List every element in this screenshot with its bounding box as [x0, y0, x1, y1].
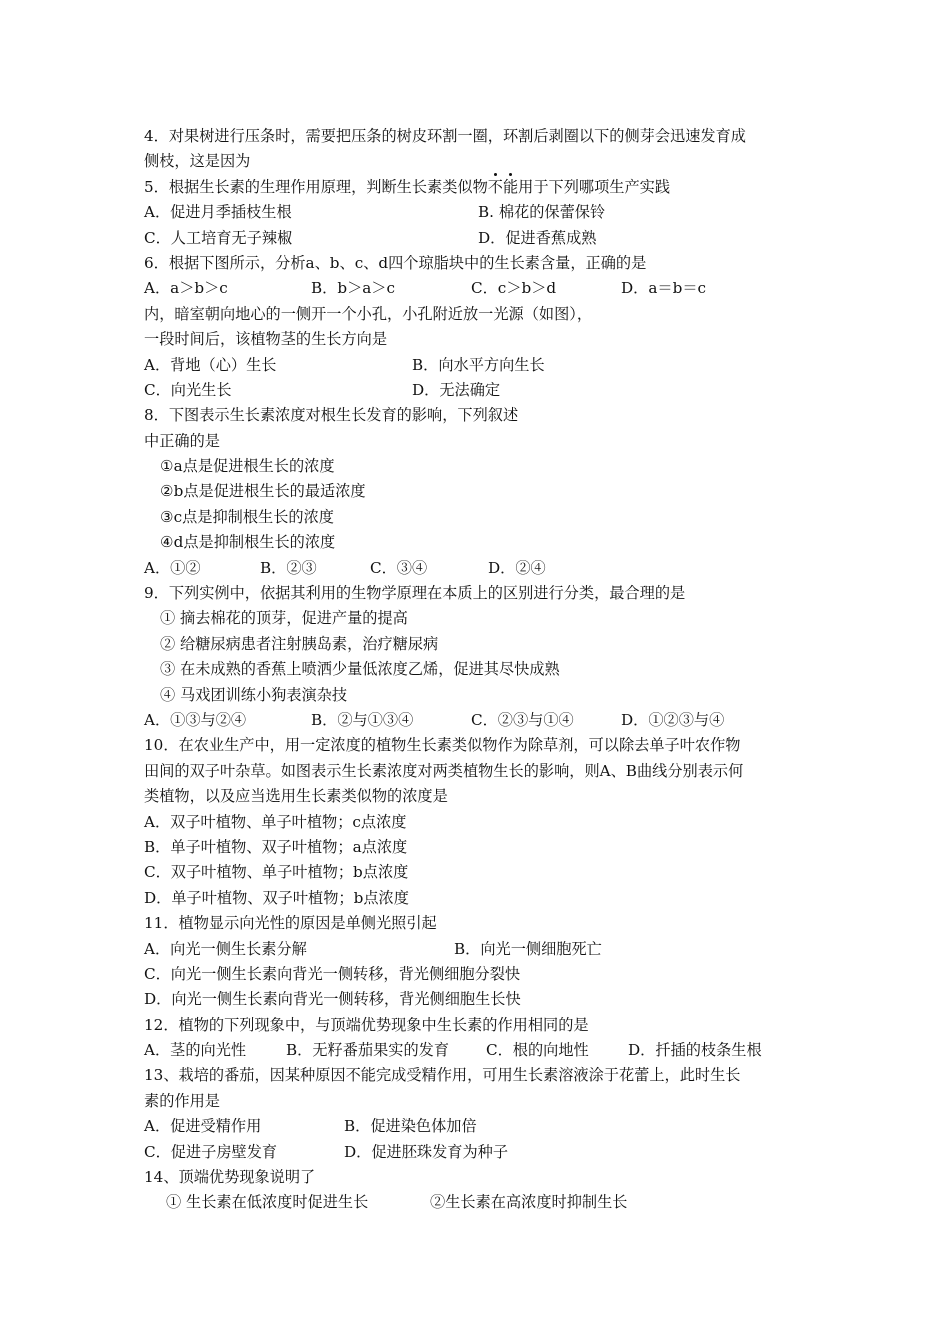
option-b: B．促进染色体加倍 [344, 1117, 477, 1136]
question-text [144, 124, 824, 1216]
question-4-line-2: 侧枝，这是因为 [144, 152, 251, 171]
question-4-line-1: 4．对果树进行压条时，需要把压条的树皮环割一圈，环割后剥圈以下的侧芽会迅速发育成 [144, 127, 746, 145]
question-14-item-1: ① 生长素在低浓度时促进生长 [166, 1193, 369, 1212]
question-8-statement-2: ②b点是促进根生长的最适浓度 [160, 482, 366, 501]
question-9-item-2: ② 给糖尿病患者注射胰岛素，治疗糖尿病 [160, 634, 439, 653]
question-12-stem: 12．植物的下列现象中，与顶端优势现象中生长素的作用相同的是 [144, 1015, 589, 1034]
option-b: B．②③ [260, 558, 317, 577]
option-a: A．①② [144, 558, 201, 577]
question-8-line-1: 8．下图表示生长素浓度对根生长发育的影响，下列叙述 [144, 406, 519, 425]
option-c: C．向光生长 [144, 380, 232, 399]
option-c: C．②③与①④ [471, 710, 574, 729]
question-5-stem [144, 175, 824, 200]
question-10-option-b: B．单子叶植物、双子叶植物；a点浓度 [144, 837, 408, 856]
question-8-line-2: 中正确的是 [144, 431, 220, 450]
option-c: C．c＞b＞d [471, 279, 557, 298]
question-13-options-ab [144, 1114, 824, 1139]
emphasis-dot [509, 173, 512, 176]
question-9-stem: 9．下列实例中，依据其利用的生物学原理在本质上的区别进行分类，最合理的是 [144, 584, 686, 603]
question-10-line-1: 10．在农业生产中，用一定浓度的植物生长素类似物作为除草剂，可以除去单子叶农作物 [144, 736, 741, 755]
option-b: B．无籽番茄果实的发育 [286, 1041, 450, 1060]
question-10-line-2: 田间的双子叶杂草。如图表示生长素浓度对两类植物生长的影响，则A、B曲线分别表示何 [144, 761, 744, 780]
question-7-options-ab [144, 353, 824, 378]
question-5-options-ab [144, 200, 824, 225]
emphasis-char-can: 能 [503, 178, 518, 196]
question-8-statement-1: ①a点是促进根生长的浓度 [160, 457, 335, 476]
option-d: D．促进香蕉成熟 [478, 228, 597, 247]
option-d: D．②④ [488, 558, 546, 577]
question-9-item-4: ④ 马戏团训练小狗表演杂技 [160, 685, 348, 704]
question-11-stem: 11．植物显示向光性的原因是单侧光照引起 [144, 914, 437, 933]
question-10-option-a: A．双子叶植物、单子叶植物；c点浓度 [144, 812, 407, 831]
emphasis-dot [494, 173, 497, 176]
question-13-line-2: 素的作用是 [144, 1091, 220, 1110]
question-14-stem: 14、顶端优势现象说明了 [144, 1168, 316, 1187]
option-c: C．人工培育无子辣椒 [144, 228, 293, 247]
question-8-options [144, 556, 824, 581]
question-7-line-2: 一段时间后，该植物茎的生长方向是 [144, 330, 387, 349]
question-9-item-3: ③ 在未成熟的香蕉上喷洒少量低浓度乙烯，促进其尽快成熟 [160, 660, 560, 679]
question-10-option-c: C．双子叶植物、单子叶植物；b点浓度 [144, 863, 409, 882]
question-5-stem-start: 5．根据生长素的生理作用原理，判断生长素类似物 [144, 177, 488, 196]
option-a: A．茎的向光性 [144, 1041, 247, 1060]
option-c: C．促进子房壁发育 [144, 1142, 278, 1161]
option-b: B．②与①③④ [311, 710, 414, 729]
option-a: A．①③与②④ [144, 710, 247, 729]
question-14-items [144, 1190, 824, 1215]
emphasis-char-not: 不 [488, 178, 503, 196]
option-d: D．无法确定 [412, 380, 501, 399]
question-9-item-1: ① 摘去棉花的顶芽，促进产量的提高 [160, 609, 408, 628]
question-6-stem: 6．根据下图所示，分析a、b、c、d四个琼脂块中的生长素含量，正确的是 [144, 253, 647, 272]
question-10-option-d: D．单子叶植物、双子叶植物；b点浓度 [144, 888, 409, 907]
option-a: A．背地（心）生长 [144, 355, 277, 374]
option-c: C．③④ [370, 558, 428, 577]
question-7-options-cd [144, 378, 824, 403]
option-b: B. 棉花的保蕾保铃 [478, 203, 606, 222]
question-8-statement-4: ④d点是抑制根生长的浓度 [160, 533, 336, 552]
option-b: B．向光一侧细胞死亡 [454, 939, 602, 958]
option-d: D．扦插的枝条生根 [628, 1041, 762, 1060]
question-11-options-ab [144, 937, 824, 962]
question-8-statement-3: ③c点是抑制根生长的浓度 [160, 507, 334, 526]
question-5-stem-end: 用于下列哪项生产实践 [518, 177, 671, 196]
question-10-line-3: 类植物，以及应当选用生长素类似物的浓度是 [144, 787, 448, 806]
option-b: B．向水平方向生长 [412, 355, 545, 374]
option-a: A．向光一侧生长素分解 [144, 939, 307, 958]
option-b: B．b＞a＞c [311, 279, 396, 298]
question-13-line-1: 13、栽培的番茄，因某种原因不能完成受精作用，可用生长素溶液涂于花蕾上，此时生长 [144, 1066, 741, 1085]
question-6-options [144, 276, 824, 301]
question-14-item-2: ②生长素在高浓度时抑制生长 [430, 1193, 628, 1212]
option-a: A．促进受精作用 [144, 1117, 262, 1136]
question-11-option-c: C．向光一侧生长素向背光一侧转移，背光侧细胞分裂快 [144, 964, 521, 983]
option-d: D．a＝b＝c [621, 279, 707, 298]
option-a: A．促进月季插枝生根 [144, 203, 292, 222]
question-12-options [144, 1038, 824, 1063]
option-a: A．a＞b＞c [144, 279, 228, 298]
question-11-option-d: D．向光一侧生长素向背光一侧转移，背光侧细胞生长快 [144, 990, 521, 1009]
question-5-options-cd [144, 226, 824, 251]
question-13-options-cd [144, 1140, 824, 1165]
option-c: C．根的向地性 [486, 1041, 589, 1060]
question-7-line-1: 内，暗室朝向地心的一侧开一个小孔，小孔附近放一光源（如图）， [144, 304, 593, 323]
option-d: D．①②③与④ [621, 710, 725, 729]
option-d: D．促进胚珠发育为种子 [344, 1142, 509, 1161]
question-9-options [144, 708, 824, 733]
